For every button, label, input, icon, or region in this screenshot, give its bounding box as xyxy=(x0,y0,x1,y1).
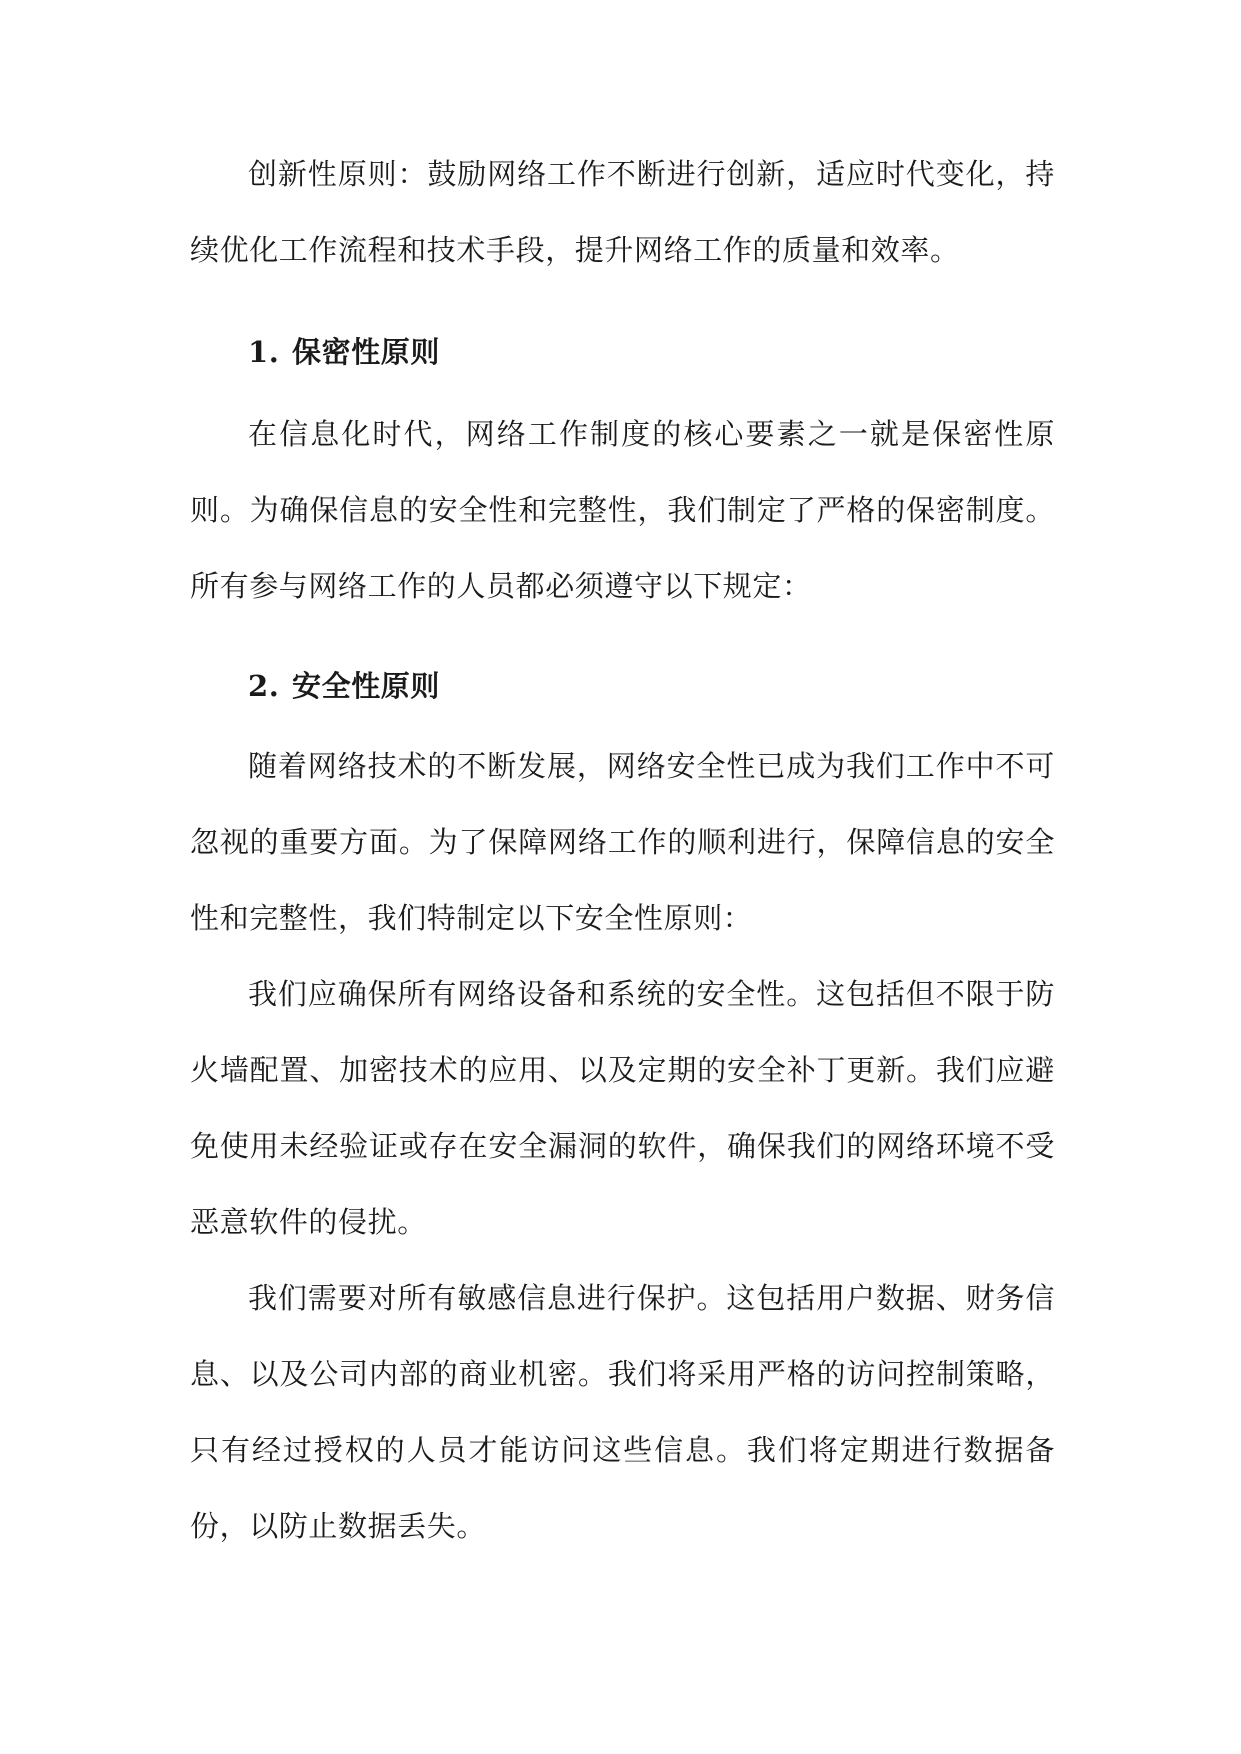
section-title: 安全性原则 xyxy=(292,669,441,703)
section-number: 2. xyxy=(248,669,280,703)
paragraph-data-protection: 我们需要对所有敏感信息进行保护。这包括用户数据、财务信息、以及公司内部的商业机密。我们将采用严格的访问控制策略，只有经过授权的人员才能访问这些信息。我们将定期进行数据备份，以防止数据丢失。 xyxy=(190,1281,1055,1543)
section-heading-security xyxy=(248,666,440,706)
paragraph-confidentiality-intro: 在信息化时代，网络工作制度的核心要素之一就是保密性原则。为确保信息的安全性和完整性，我们制定了严格的保密制度。所有参与网络工作的人员都必须遵守以下规定： xyxy=(190,417,1055,603)
paragraph-device-security: 我们应确保所有网络设备和系统的安全性。这包括但不限于防火墙配置、加密技术的应用、以及定期的安全补丁更新。我们应避免使用未经验证或存在安全漏洞的软件，确保我们的网络环境不受恶意软件的侵扰。 xyxy=(190,977,1055,1239)
section-number: 1. xyxy=(248,335,280,369)
paragraph-security-intro: 随着网络技术的不断发展，网络安全性已成为我们工作中不可忽视的重要方面。为了保障网络工作的顺利进行，保障信息的安全性和完整性，我们特制定以下安全性原则： xyxy=(190,749,1055,935)
paragraph-innovation-principle: 创新性原则：鼓励网络工作不断进行创新，适应时代变化，持续优化工作流程和技术手段，提升网络工作的质量和效率。 xyxy=(190,157,1055,267)
section-heading-confidentiality xyxy=(248,332,440,372)
section-title: 保密性原则 xyxy=(292,335,441,369)
